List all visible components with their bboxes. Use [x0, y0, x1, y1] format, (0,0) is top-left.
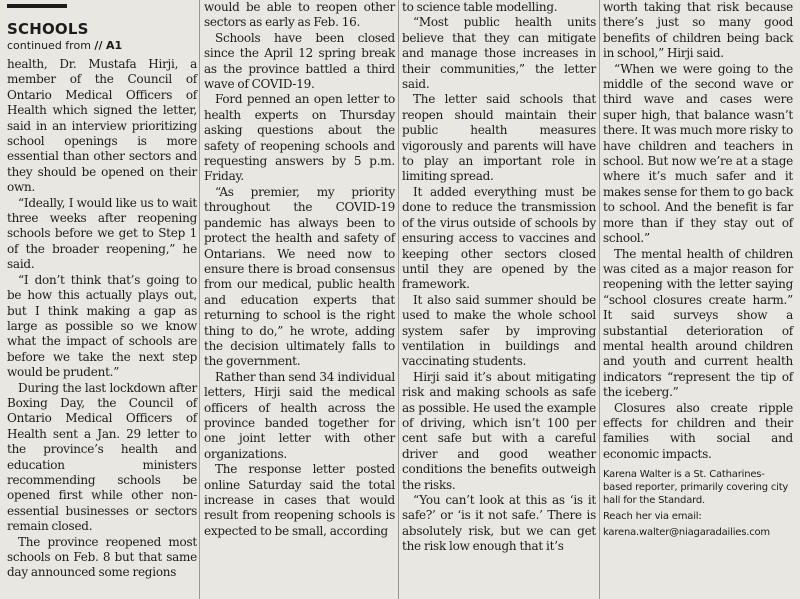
paragraph: “I don’t think that’s going to be how this actually plays out, but I think making a gap as large as possible so we know what the impact of schools are before we take the next step would be prudent.” [7, 272, 197, 380]
paragraph: During the last lockdown after Boxing Day, the Council of Ontario Medical Officers of Health sent a Jan. 29 letter to the province’s health and education ministers recommending schools be opened first while other non-essential businesses or sectors remain closed. [7, 380, 197, 534]
paragraph: Rather than send 34 individual letters, Hirji said the medical officers of health across the province banded together for one joint letter with other organizations. [204, 369, 395, 461]
jump-page: A1 [105, 39, 123, 52]
paragraph: Closures also create ripple effects for children and their families with social and economic impacts. [603, 400, 793, 461]
paragraph: would be able to reopen other sectors as early as Feb. 16. [204, 0, 395, 30]
jump-separator: // [94, 39, 103, 52]
paragraph: It also said summer should be used to make the whole school system safer by improving ventilation in buildings and vaccinating students. [402, 292, 596, 369]
paragraph: Hirji said it’s about mitigating risk and making schools as safe as possible. He used the example of driving, which isn’t 100 per cent safe but with a careful driver and good weather conditions the benefits outweigh the risks. [402, 369, 596, 492]
continued-from-line [7, 39, 197, 52]
jump-label: continued from [7, 39, 91, 52]
contact-label: Reach her via email: [603, 511, 702, 523]
paragraph: Schools have been closed since the April 12 spring break as the province battled a third wave of COVID-19. [204, 30, 395, 92]
paragraph: It added everything must be done to reduce the transmission of the virus outside of schools by ensuring access to vaccines and keeping other sectors closed until they are opened by the framework. [402, 184, 596, 292]
paragraph: to science table modelling. [402, 0, 558, 14]
paragraph: “Ideally, I would like us to wait three weeks after reopening schools before we get to Step 1 of the broader reopening,” he said. [7, 195, 197, 272]
column-rule [199, 0, 200, 599]
paragraph: The response letter posted online Saturday said the total increase in cases that would result from reopening schools is expected to be small, according [204, 462, 395, 538]
article-column-2 [204, 0, 395, 539]
paragraph: “As premier, my priority throughout the COVID-19 pandemic has always been to protect the health and safety of Ontarians. We need now to ensure there is broad consensus from our medical, public health and education experts that returning to school is the right thing to do,” he wrote, adding the decision ultimately falls to the government. [204, 184, 395, 369]
author-byline [603, 468, 793, 539]
paragraph: The letter said schools that reopen should maintain their public health measures vigorously and parents will have to play an important role in limiting spread. [402, 92, 596, 184]
paragraph: The province reopened most schools on Feb. 8 but that same day announced some regions [7, 534, 197, 580]
article-column-1 [7, 0, 197, 581]
section-rule [7, 4, 67, 8]
column-rule [599, 0, 600, 599]
paragraph: “Most public health units believe that they can mitigate and manage those increases in their communities,” the letter said. [402, 15, 596, 92]
section-title: SCHOOLS [7, 20, 89, 38]
author-bio: Karena Walter is a St. Catharines-based reporter, primarily covering city hall for the Standard. [603, 469, 789, 507]
paragraph: “You can’t look at this as ‘is it safe?’ or ‘is it not safe.’ There is absolutely risk, but we can get the risk low enough that it’s [402, 493, 596, 554]
paragraph: “When we were going to the middle of the second wave or third wave and cases were super high, that balance wasn’t there. It was much more risky to have children and teachers in school. But now we’re at a stage where it’s much safer and it makes sense for them to go back to school. And the benefit is far more than if they stay out of school.” [603, 61, 793, 246]
article-column-4 [603, 0, 793, 539]
column-rule [398, 0, 399, 599]
paragraph: health, Dr. Mustafa Hirji, a member of the Council of Ontario Medical Officers of Health which signed the letter, said in an interview prioritizing school openings is more essential than other sectors and they should be opened on their own. [7, 57, 197, 195]
paragraph: Ford penned an open letter to health experts on Thursday asking questions about the safety of reopening schools and requesting answers by 5 p.m. Friday. [204, 92, 395, 184]
author-email: karena.walter@niagaradailies.com [603, 527, 770, 539]
paragraph: worth taking that risk because there’s just so many good benefits of children being back in school,” Hirji said. [603, 0, 793, 61]
paragraph: The mental health of children was cited as a major reason for reopening with the letter saying “school closures create harm.” It said surveys show a substantial deterioration of mental health around children and youth and current health indicators “represent the tip of the iceberg.” [603, 246, 793, 400]
article-column-3 [402, 0, 596, 555]
